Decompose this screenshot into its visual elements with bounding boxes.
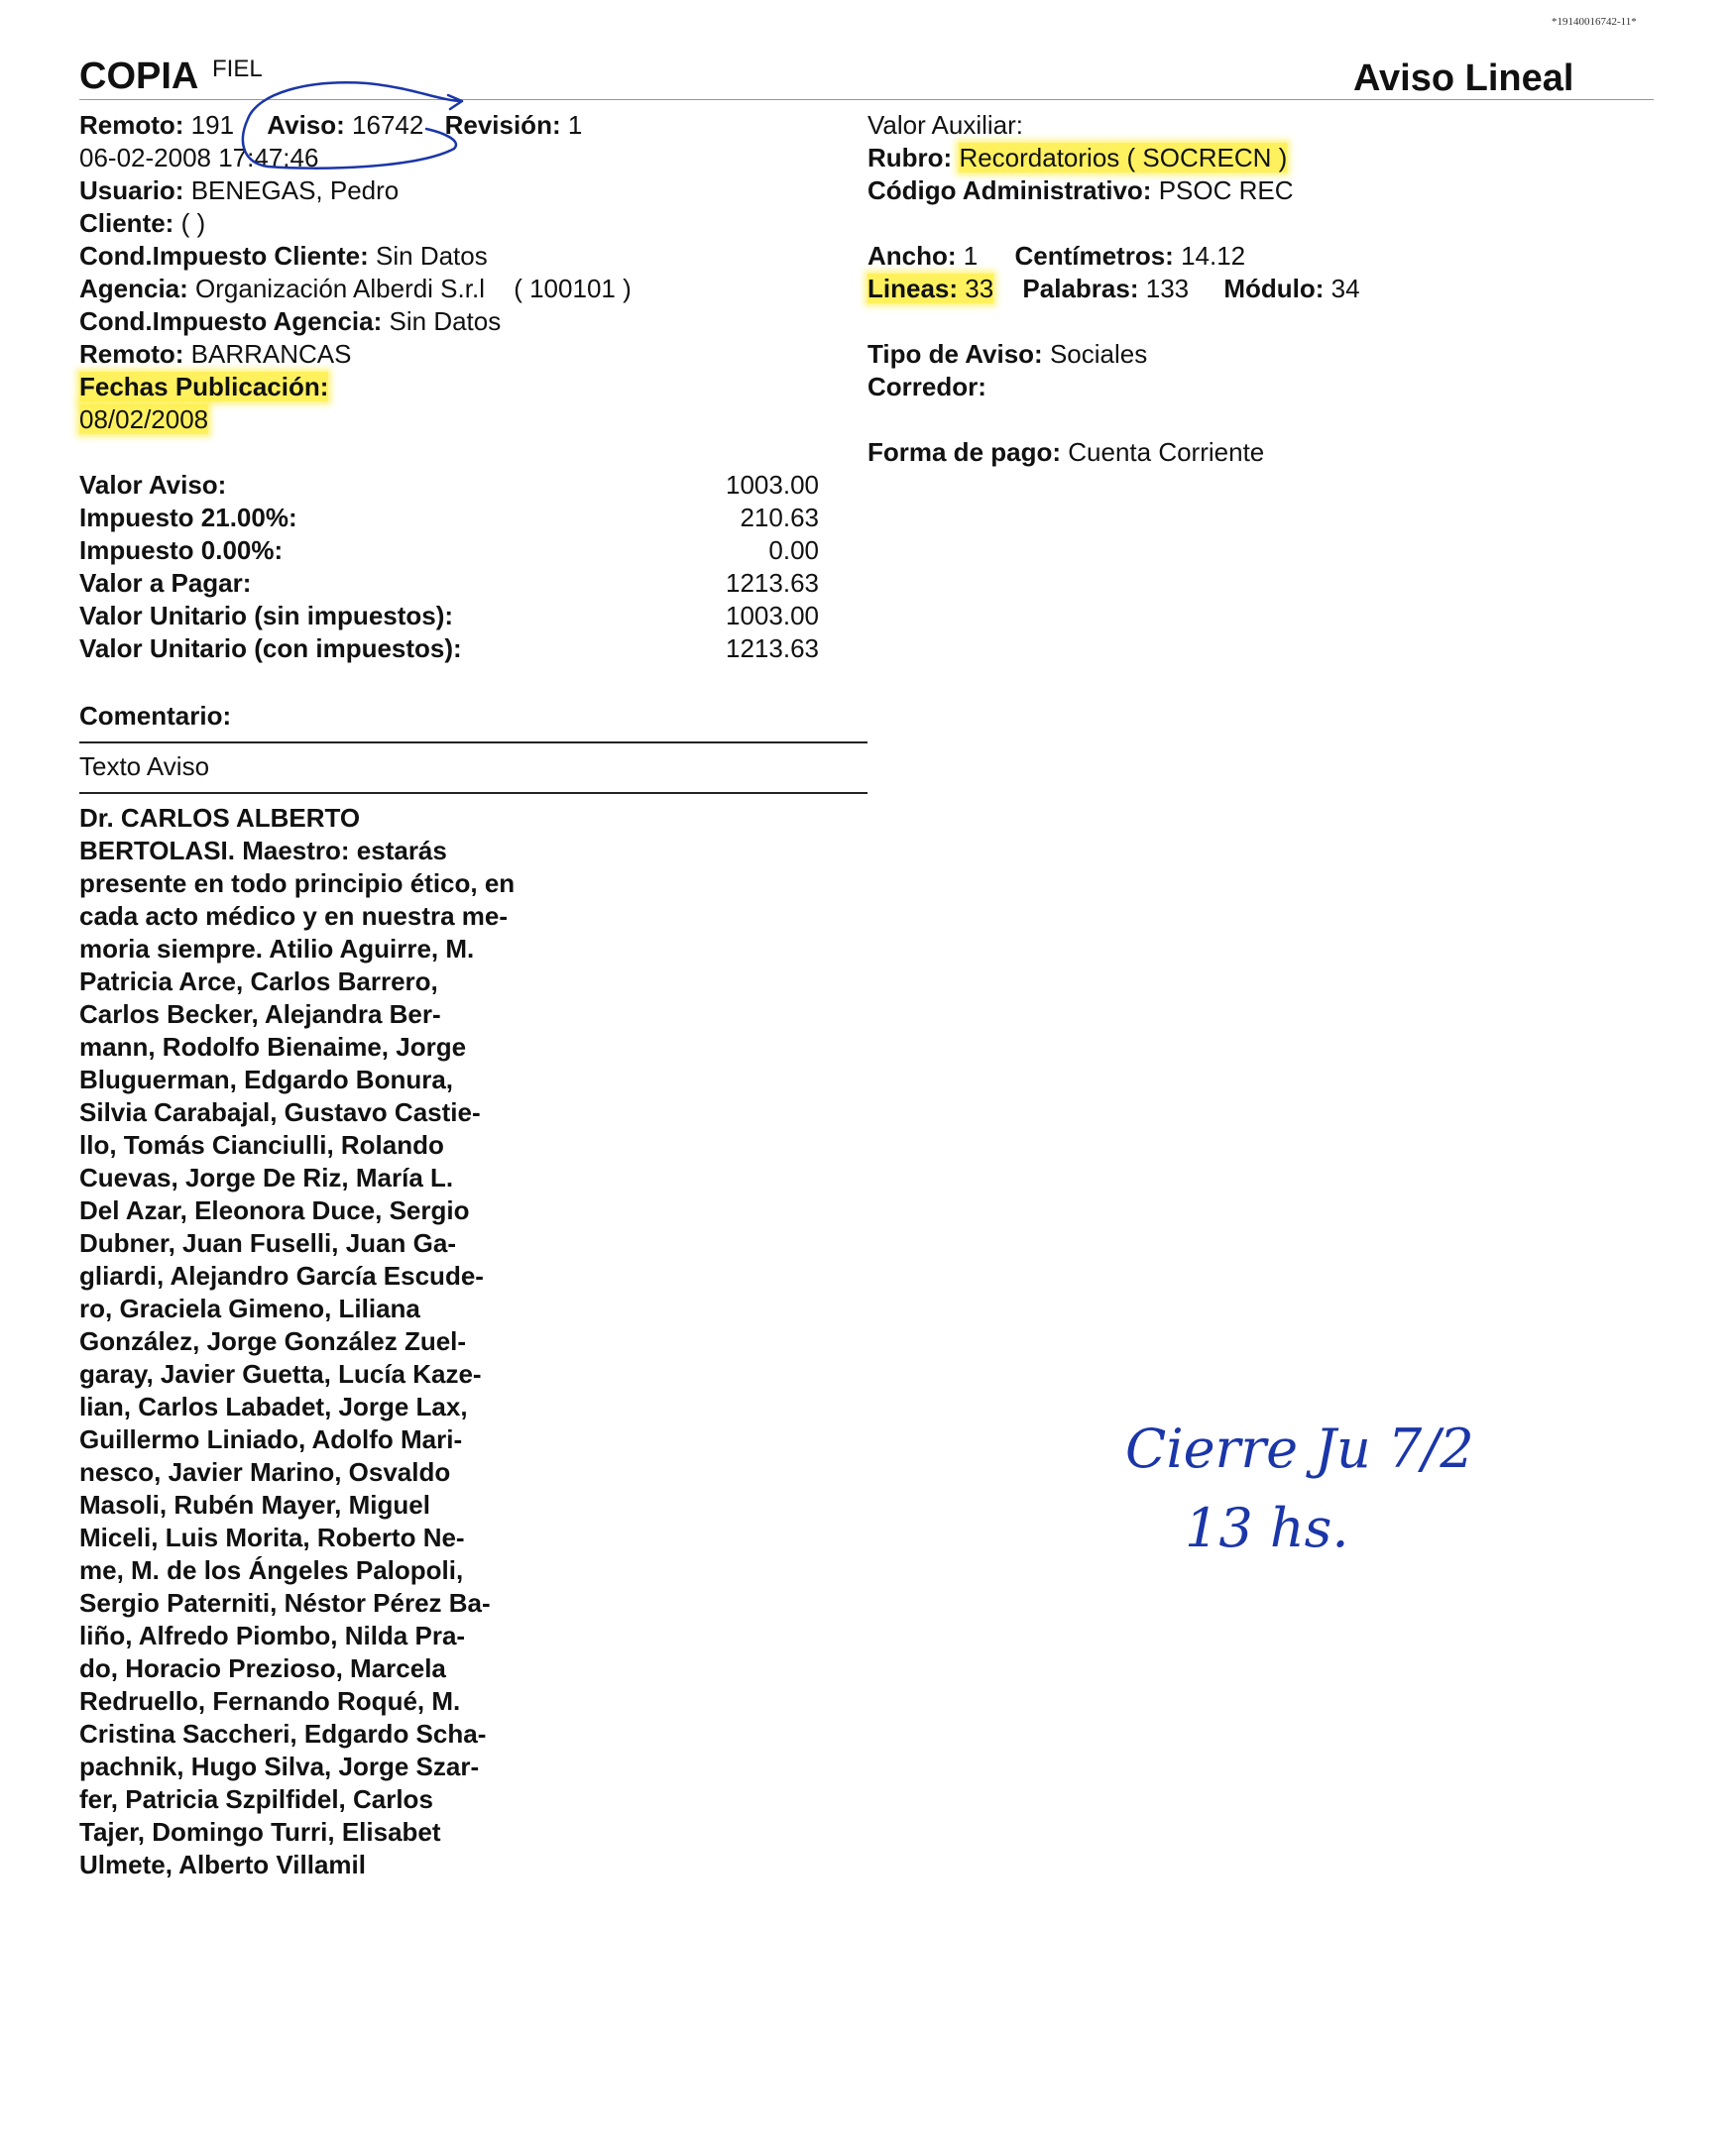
pago-value: Cuenta Corriente xyxy=(1068,437,1265,467)
comentario-label: Comentario: xyxy=(79,701,232,731)
valor-aux-line xyxy=(867,109,1023,142)
value-amount: 0.00 xyxy=(768,535,819,565)
pago-label: Forma de pago: xyxy=(867,437,1062,467)
ad-text-line: mann, Rodolfo Bienaime, Jorge xyxy=(79,1032,467,1062)
agencia-value: Organización Alberdi S.r.l xyxy=(195,274,485,303)
ad-text-line: liño, Alfredo Piombo, Nilda Pra- xyxy=(79,1621,466,1650)
ad-text-line: lian, Carlos Labadet, Jorge Lax, xyxy=(79,1392,468,1421)
codigo-line xyxy=(867,174,1294,207)
ad-text-line: Cristina Saccheri, Edgardo Scha- xyxy=(79,1719,487,1749)
lineas-line xyxy=(867,273,1360,305)
ad-text-line: Tajer, Domingo Turri, Elisabet xyxy=(79,1817,441,1847)
ad-text-line: cada acto médico y en nuestra me- xyxy=(79,901,509,931)
ad-text-line: Silvia Carabajal, Gustavo Castie- xyxy=(79,1097,481,1127)
palabras-label: Palabras: xyxy=(1022,274,1139,303)
ancho-label: Ancho: xyxy=(867,241,957,271)
value-label: Impuesto 21.00%: xyxy=(79,503,297,532)
document-title: Aviso Lineal xyxy=(1353,57,1574,99)
cliente-label: Cliente: xyxy=(79,208,174,238)
cliente-value: ( ) xyxy=(180,208,206,238)
remoto-value: 191 xyxy=(190,110,235,140)
value-label: Valor a Pagar: xyxy=(79,568,252,598)
ad-text-line: llo, Tomás Cianciulli, Rolando xyxy=(79,1130,444,1160)
ad-text-line: Dubner, Juan Fuselli, Juan Ga- xyxy=(79,1228,456,1258)
value-amount: 1213.63 xyxy=(726,633,819,663)
copia-label: COPIA xyxy=(79,56,199,97)
corredor-line xyxy=(867,371,986,403)
ad-text-line: pachnik, Hugo Silva, Jorge Szar- xyxy=(79,1752,480,1781)
ad-text-line: Guillermo Liniado, Adolfo Mari- xyxy=(79,1424,463,1454)
revision-label: Revisión: xyxy=(444,110,561,140)
ad-text-line: Masoli, Rubén Mayer, Miguel xyxy=(79,1490,430,1520)
agencia-line xyxy=(79,273,632,305)
cond-agencia-label: Cond.Impuesto Agencia: xyxy=(79,306,383,336)
cond-cliente-value: Sin Datos xyxy=(376,241,488,271)
handwritten-note-line1: Cierre Ju 7/2 xyxy=(1125,1418,1474,1480)
ad-text-line: BERTOLASI. Maestro: estarás xyxy=(79,836,447,865)
value-label: Valor Unitario (con impuestos): xyxy=(79,633,462,663)
cliente-line xyxy=(79,207,205,240)
valor-aux-label: Valor Auxiliar: xyxy=(867,110,1024,140)
ad-text-line: Miceli, Luis Morita, Roberto Ne- xyxy=(79,1523,465,1552)
ad-text-line: ro, Graciela Gimeno, Liliana xyxy=(79,1294,420,1323)
remoto2-line xyxy=(79,338,352,371)
tipo-line xyxy=(867,338,1147,371)
ad-text-line: Dr. CARLOS ALBERTO xyxy=(79,803,361,833)
modulo-label: Módulo: xyxy=(1223,274,1325,303)
value-label: Valor Unitario (sin impuestos): xyxy=(79,601,454,630)
cond-cliente-line xyxy=(79,240,488,273)
cond-agencia-line xyxy=(79,305,501,338)
agencia-code: ( 100101 ) xyxy=(514,274,632,303)
cond-agencia-value: Sin Datos xyxy=(389,306,502,336)
aviso-value: 16742 xyxy=(352,110,424,140)
fechas-line xyxy=(79,371,328,403)
ancho-value: 1 xyxy=(963,241,979,271)
fiel-label: FIEL xyxy=(212,56,263,82)
ad-text-line: Sergio Paterniti, Néstor Pérez Ba- xyxy=(79,1588,491,1618)
texto-aviso-rule xyxy=(79,792,867,794)
ad-text-line: Carlos Becker, Alejandra Ber- xyxy=(79,999,441,1029)
aviso-label: Aviso: xyxy=(267,110,345,140)
rubro-value: Recordatorios ( SOCRECN ) xyxy=(959,143,1288,172)
corredor-label: Corredor: xyxy=(867,372,986,401)
texto-aviso-label: Texto Aviso xyxy=(79,751,210,781)
cm-value: 14.12 xyxy=(1181,241,1246,271)
ad-text-line: Patricia Arce, Carlos Barrero, xyxy=(79,966,438,996)
usuario-value: BENEGAS, Pedro xyxy=(190,175,400,205)
ad-text-line: Del Azar, Eleonora Duce, Sergio xyxy=(79,1195,470,1225)
comentario-rule xyxy=(79,741,867,743)
value-amount: 1003.00 xyxy=(726,601,819,630)
value-amount: 1213.63 xyxy=(726,568,819,598)
ad-text-line: Ulmete, Alberto Villamil xyxy=(79,1850,366,1879)
ad-text-line: González, Jorge González Zuel- xyxy=(79,1326,467,1356)
fechas-value-line xyxy=(79,403,208,436)
ad-text-line: do, Horacio Prezioso, Marcela xyxy=(79,1653,446,1683)
remoto2-value: BARRANCAS xyxy=(190,339,352,369)
ancho-line xyxy=(867,240,1245,273)
ad-text-line: Redruello, Fernando Roqué, M. xyxy=(79,1686,461,1716)
palabras-value: 133 xyxy=(1145,274,1190,303)
modulo-value: 34 xyxy=(1330,274,1360,303)
cm-label: Centímetros: xyxy=(1014,241,1174,271)
barcode-text: *19140016742-11* xyxy=(1552,16,1637,28)
tipo-label: Tipo de Aviso: xyxy=(867,339,1043,369)
revision-value: 1 xyxy=(567,110,583,140)
value-label: Impuesto 0.00%: xyxy=(79,535,284,565)
usuario-line xyxy=(79,174,399,207)
pago-line xyxy=(867,436,1264,469)
datetime: 06-02-2008 17:47:46 xyxy=(79,143,319,172)
ad-text-line: gliardi, Alejandro García Escude- xyxy=(79,1261,484,1291)
ad-text-line: me, M. de los Ángeles Palopoli, xyxy=(79,1555,464,1585)
lineas-label: Lineas: xyxy=(867,274,959,303)
pen-circle-annotation xyxy=(228,71,466,180)
ad-text-line: Cuevas, Jorge De Riz, María L. xyxy=(79,1163,454,1192)
ad-text-line: fer, Patricia Szpilfidel, Carlos xyxy=(79,1784,433,1814)
ad-text-line: Bluguerman, Edgardo Bonura, xyxy=(79,1065,454,1094)
tipo-value: Sociales xyxy=(1049,339,1148,369)
value-label: Valor Aviso: xyxy=(79,470,227,500)
rubro-line xyxy=(867,142,1287,174)
remoto-label: Remoto: xyxy=(79,110,184,140)
agencia-label: Agencia: xyxy=(79,274,188,303)
rubro-label: Rubro: xyxy=(867,143,953,172)
handwritten-note-line2: 13 hs. xyxy=(1185,1497,1349,1559)
codigo-label: Código Administrativo: xyxy=(867,175,1152,205)
usuario-label: Usuario: xyxy=(79,175,184,205)
fechas-value: 08/02/2008 xyxy=(79,404,209,434)
ad-text-line: garay, Javier Guetta, Lucía Kaze- xyxy=(79,1359,482,1389)
ad-text-block xyxy=(79,802,515,1881)
codigo-value: PSOC REC xyxy=(1158,175,1294,205)
ad-text-line: nesco, Javier Marino, Osvaldo xyxy=(79,1457,451,1487)
value-amount: 1003.00 xyxy=(726,470,819,500)
value-amount: 210.63 xyxy=(740,503,819,532)
lineas-value: 33 xyxy=(965,274,994,303)
fechas-label: Fechas Publicación: xyxy=(79,372,329,401)
remoto2-label: Remoto: xyxy=(79,339,184,369)
cond-cliente-label: Cond.Impuesto Cliente: xyxy=(79,241,369,271)
ad-text-line: presente en todo principio ético, en xyxy=(79,868,516,898)
ad-text-line: moria siempre. Atilio Aguirre, M. xyxy=(79,934,475,964)
